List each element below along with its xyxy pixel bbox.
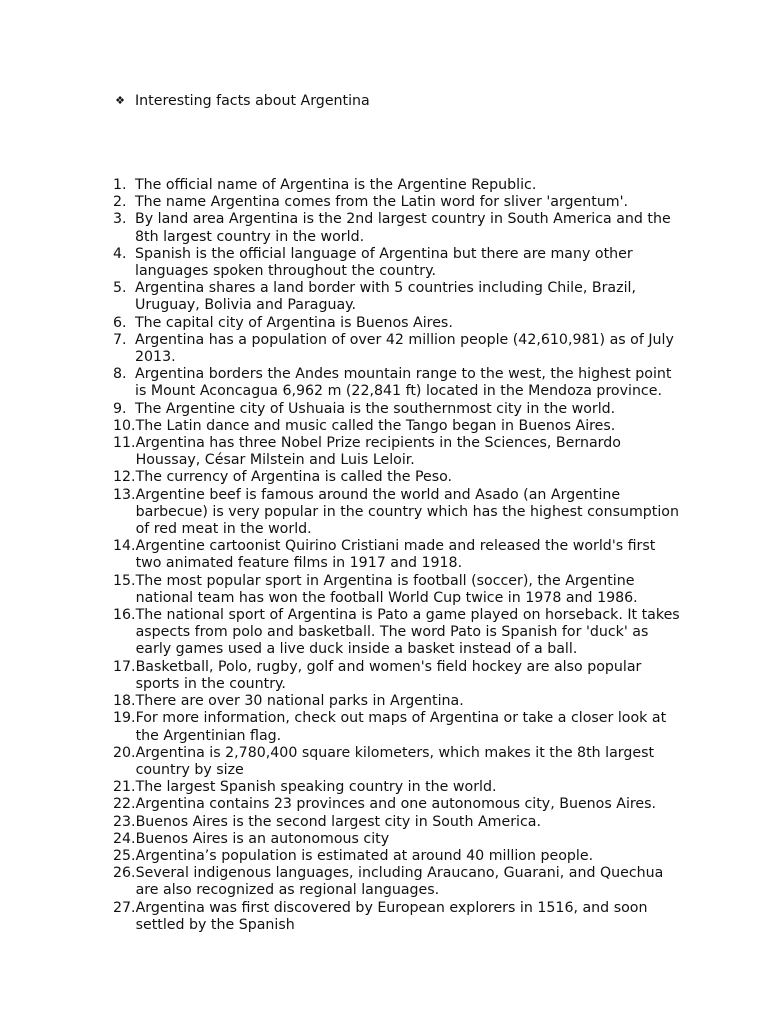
list-item-text: Argentina contains 23 provinces and one autonomous city, Buenos Aires. <box>135 796 657 813</box>
list-item-number: 27. <box>113 899 136 916</box>
list-item-number: 4. <box>113 245 127 262</box>
list-item <box>113 194 683 211</box>
list-item-number: 26. <box>113 865 136 882</box>
list-item-text: The Argentine city of Ushuaia is the southernmost city in the world. <box>135 400 616 417</box>
list-item-number: 19. <box>113 710 136 727</box>
list-item-number: 20. <box>113 744 136 761</box>
list-item-text: Argentina was first discovered by European explorers in 1516, and soon settled by the Spanish <box>135 899 648 933</box>
list-item-text: There are over 30 national parks in Argentina. <box>135 693 464 710</box>
document-heading <box>113 91 370 111</box>
list-item <box>113 745 683 779</box>
list-item-number: 2. <box>113 194 127 211</box>
list-item <box>113 573 683 607</box>
list-item <box>113 796 683 813</box>
list-item-text: Basketball, Polo, rugby, golf and women's field hockey are also popular sports in the country. <box>135 658 642 692</box>
list-item <box>113 607 683 659</box>
list-item-number: 25. <box>113 847 136 864</box>
list-item <box>113 710 683 744</box>
list-item <box>113 831 683 848</box>
heading-title: Interesting facts about Argentina <box>135 93 370 109</box>
list-item <box>113 865 683 899</box>
diamond-bullet-icon: ❖ <box>115 94 125 107</box>
list-item-number: 8. <box>113 366 127 383</box>
list-item-number: 10. <box>113 417 136 434</box>
list-item-number: 6. <box>113 314 127 331</box>
list-item-text: Argentine cartoonist Quirino Cristiani made and released the world's first two animated feature films in 1917 and 1918. <box>135 538 656 572</box>
list-item <box>113 280 683 314</box>
list-item <box>113 435 683 469</box>
list-item <box>113 814 683 831</box>
list-item-text: Spanish is the official language of Argentina but there are many other languages spoken throughout the country. <box>135 245 633 280</box>
list-item <box>113 246 683 280</box>
list-item <box>113 211 683 245</box>
list-item-text: The official name of Argentina is the Argentine Republic. <box>135 177 537 193</box>
list-item-text: Argentina borders the Andes mountain range to the west, the highest point is Mount Aconcagua 6,962 m (22,841 ft) located in the Mendoza province. <box>135 366 672 400</box>
list-item <box>113 366 683 400</box>
list-item-text: The most popular sport in Argentina is football (soccer), the Argentine national team has won the football World Cup twice in 1978 and 1986. <box>135 572 638 606</box>
facts-list <box>113 177 683 934</box>
list-item-text: For more information, check out maps of Argentina or take a closer look at the Argentinian flag. <box>135 710 667 744</box>
list-item-number: 7. <box>113 331 127 348</box>
list-item-number: 21. <box>113 779 136 796</box>
list-item-number: 9. <box>113 400 127 417</box>
list-item-number: 16. <box>113 607 136 624</box>
list-item-number: 1. <box>113 177 127 193</box>
list-item <box>113 848 683 865</box>
list-item <box>113 315 683 332</box>
list-item <box>113 779 683 796</box>
list-item-text: Argentina is 2,780,400 square kilometers, which makes it the 8th largest country by size <box>135 744 655 778</box>
list-item <box>113 401 683 418</box>
list-item-text: The name Argentina comes from the Latin word for sliver 'argentum'. <box>135 194 629 211</box>
list-item-text: Argentina shares a land border with 5 countries including Chile, Brazil, Uruguay, Bolivia and Paraguay. <box>135 280 636 314</box>
list-item-text: By land area Argentina is the 2nd largest country in South America and the 8th largest country in the world. <box>135 211 671 245</box>
list-item-text: The Latin dance and music called the Tango began in Buenos Aires. <box>135 417 616 434</box>
list-item-text: Buenos Aires is the second largest city in South America. <box>135 813 541 830</box>
list-item-text: Buenos Aires is an autonomous city <box>135 830 390 847</box>
list-item <box>113 659 683 693</box>
list-item-text: Several indigenous languages, including Araucano, Guarani, and Quechua are also recognized as regional languages. <box>135 865 664 899</box>
list-item <box>113 900 683 934</box>
list-item-text: The national sport of Argentina is Pato a game played on horseback. It takes aspects from polo and basketball. The word Pato is Spanish for 'duck' as early games used a live duck inside a basket instead of a ball. <box>135 607 680 658</box>
list-item <box>113 177 683 194</box>
list-item-number: 18. <box>113 693 136 710</box>
list-item-text: The capital city of Argentina is Buenos Aires. <box>135 314 453 331</box>
list-item <box>113 487 683 539</box>
list-item <box>113 538 683 572</box>
list-item-number: 17. <box>113 658 136 675</box>
list-item <box>113 418 683 435</box>
list-item <box>113 693 683 710</box>
list-item-number: 12. <box>113 469 136 486</box>
list-item-text: The largest Spanish speaking country in the world. <box>135 779 497 796</box>
list-item-text: The currency of Argentina is called the Peso. <box>135 469 453 486</box>
list-item-text: Argentina has three Nobel Prize recipients in the Sciences, Bernardo Houssay, César Milstein and Luis Leloir. <box>135 435 621 469</box>
list-item-number: 5. <box>113 280 127 297</box>
list-item-number: 11. <box>113 435 136 452</box>
list-item-number: 22. <box>113 796 136 813</box>
list-item <box>113 332 683 366</box>
list-item-number: 14. <box>113 538 136 555</box>
list-item-text: Argentina’s population is estimated at around 40 million people. <box>135 847 594 864</box>
list-item-number: 3. <box>113 211 127 228</box>
list-item-text: Argentina has a population of over 42 million people (42,610,981) as of July 2013. <box>135 331 674 366</box>
list-item-text: Argentine beef is famous around the world and Asado (an Argentine barbecue) is very popular in the country which has the highest consumption of red meat in the world. <box>135 486 679 538</box>
list-item-number: 24. <box>113 830 136 847</box>
list-item-number: 15. <box>113 572 136 589</box>
list-item-number: 13. <box>113 486 136 503</box>
list-item <box>113 469 683 486</box>
list-item-number: 23. <box>113 813 136 830</box>
